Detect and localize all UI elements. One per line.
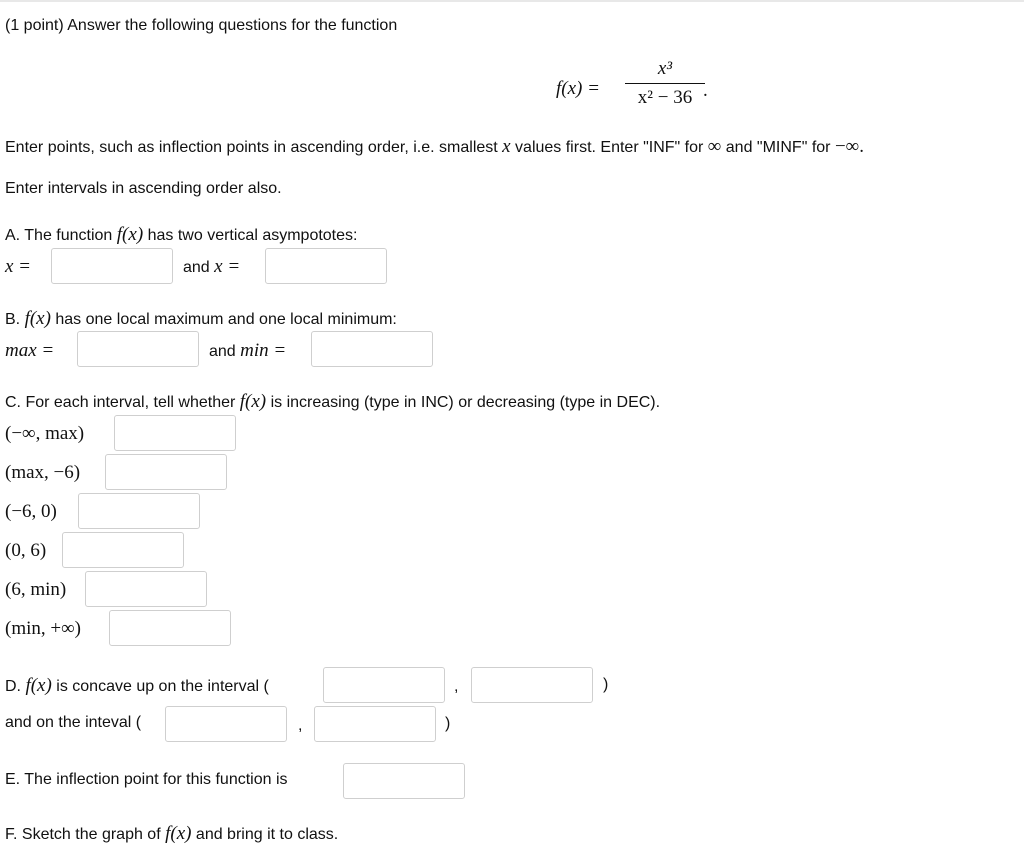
min-and-label: and min = bbox=[209, 340, 287, 361]
max-input[interactable] bbox=[77, 331, 199, 367]
concave-up-1-end-input[interactable] bbox=[471, 667, 593, 703]
max-label: max = bbox=[5, 340, 55, 361]
asymptote-1-label: x = bbox=[5, 256, 32, 277]
formula-period: . bbox=[703, 80, 708, 101]
inflection-point-input[interactable] bbox=[343, 763, 465, 799]
min-input[interactable] bbox=[311, 331, 433, 367]
part-c-question: C. For each interval, tell whether f(x) is increasing (type in INC) or decreasing (type in DEC). bbox=[5, 391, 661, 412]
interval-input[interactable] bbox=[62, 532, 184, 568]
part-a-question: A. The function f(x) has two vertical asympototes: bbox=[5, 224, 358, 245]
concave-up-2-start-input[interactable] bbox=[165, 706, 287, 742]
interval-label: (max, −6) bbox=[5, 462, 81, 483]
part-d-second-interval-label: and on the inteval ( bbox=[5, 714, 142, 731]
interval-input[interactable] bbox=[105, 454, 227, 490]
interval-label: (−6, 0) bbox=[5, 501, 57, 522]
interval-label: (min, +∞) bbox=[5, 618, 81, 639]
close-paren: ) bbox=[445, 715, 451, 732]
interval-input[interactable] bbox=[78, 493, 200, 529]
instructions-points: Enter points, such as inflection points in ascending order, i.e. smallest x values first. Enter "INF" for ∞ and "MINF" for −∞. bbox=[5, 136, 864, 157]
fraction-bar bbox=[625, 83, 705, 84]
part-f-instruction: F. Sketch the graph of f(x) and bring it to class. bbox=[5, 823, 339, 844]
comma-separator: , bbox=[298, 717, 303, 734]
interval-input[interactable] bbox=[109, 610, 231, 646]
close-paren: ) bbox=[603, 676, 609, 693]
problem-intro: (1 point) Answer the following questions for the function bbox=[5, 17, 398, 34]
asymptote-and-label: and x = bbox=[183, 256, 241, 277]
top-divider bbox=[0, 0, 1024, 2]
asymptote-2-input[interactable] bbox=[265, 248, 387, 284]
concave-up-2-end-input[interactable] bbox=[314, 706, 436, 742]
part-e-question: E. The inflection point for this function is bbox=[5, 771, 288, 788]
instructions-intervals: Enter intervals in ascending order also. bbox=[5, 180, 282, 197]
formula-numerator: x³ bbox=[657, 58, 673, 79]
interval-input[interactable] bbox=[85, 571, 207, 607]
formula-lhs: f(x) = bbox=[556, 78, 600, 99]
interval-label: (0, 6) bbox=[5, 540, 47, 561]
formula-fraction bbox=[625, 58, 705, 109]
asymptote-1-input[interactable] bbox=[51, 248, 173, 284]
interval-label: (6, min) bbox=[5, 579, 67, 600]
part-b-question: B. f(x) has one local maximum and one local minimum: bbox=[5, 308, 397, 329]
concave-up-1-start-input[interactable] bbox=[323, 667, 445, 703]
part-d-question: D. f(x) is concave up on the interval ( bbox=[5, 675, 269, 696]
interval-input[interactable] bbox=[114, 415, 236, 451]
interval-label: (−∞, max) bbox=[5, 423, 85, 444]
formula-denominator: x² − 36 bbox=[637, 87, 693, 108]
comma-separator: , bbox=[454, 678, 459, 695]
